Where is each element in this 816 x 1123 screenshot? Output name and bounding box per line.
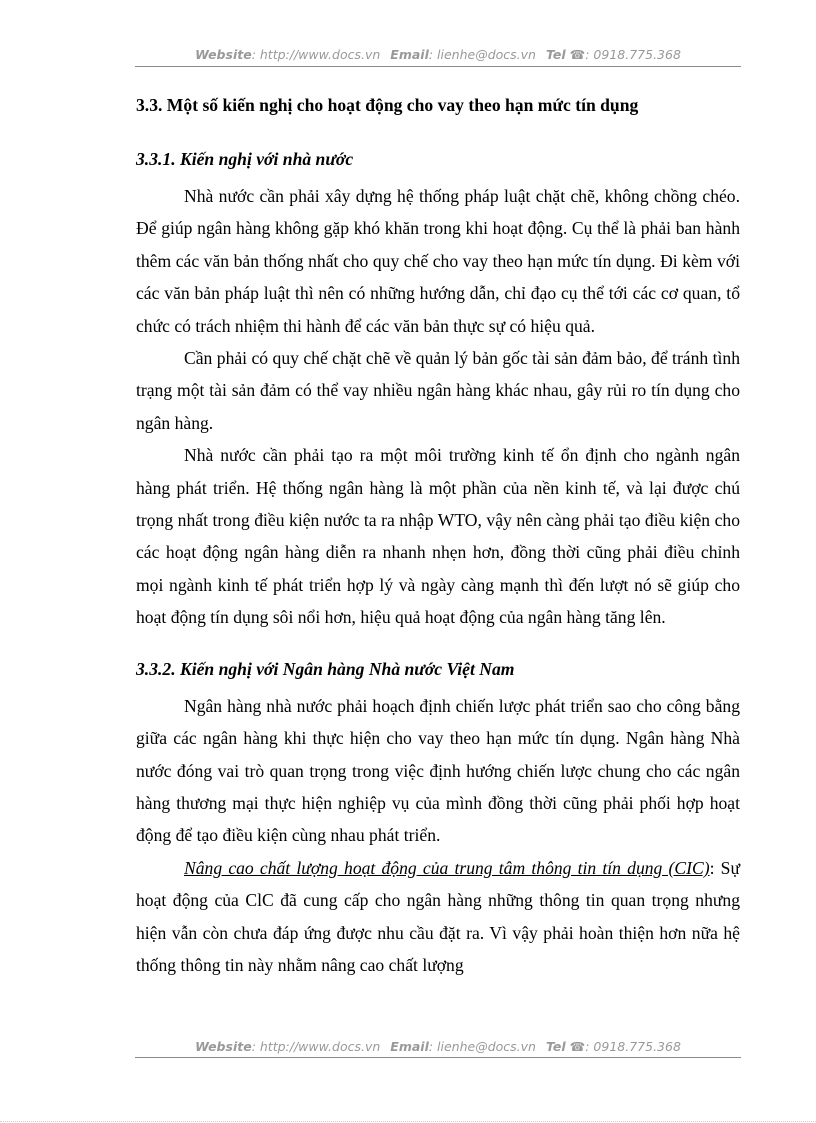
paragraph: Cần phải có quy chế chặt chẽ về quản lý bản gốc tài sản đảm bảo, để tránh tình trạng một tài sản đảm có thể vay nhiều ngân hàng khác nhau, gây rủi ro tín dụng cho ngân hàng.: [136, 348, 740, 433]
paragraph: Ngân hàng nhà nước phải hoạch định chiến lược phát triển sao cho công bằng giữa các ngân hàng khi thực hiện cho vay theo hạn mức tín dụng. Ngân hàng Nhà nước đóng vai trò quan trọng trong việc định hướng chiến lược chung cho các ngân hàng thương mại thực hiện nghiệp vụ của mình đồng thời cũng phải phối hợp hoạt động để tạo điều kiện cùng nhau phát triển.: [136, 695, 740, 846]
paragraph: Nhà nước cần phải xây dựng hệ thống pháp luật chặt chẽ, không chồng chéo. Để giúp ngân hàng không gặp khó khăn trong khi hoạt động. Cụ thể là phải ban hành thêm các văn bản thống nhất cho quy chế cho vay theo hạn mức tín dụng. Đi kèm với các văn bản pháp luật thì nên có những hướng dẫn, chỉ đạo cụ thể tới các cơ quan, tổ chức có trách nhiệm thi hành để các văn bản thực sự có hiệu quả.: [136, 186, 740, 336]
header-email-label: Email: [390, 47, 429, 62]
page-edge-dots: [0, 1121, 816, 1122]
footer-tel-value: : 0918.775.368: [585, 1039, 681, 1054]
header-rule: [135, 66, 741, 67]
paragraph-text: : Sự hoạt động của ClC đã cung cấp cho ngân hàng những thông tin quan trọng nhưng hiện vẫn còn chưa đáp ứng được nhu cầu đặt ra. Vì vậy phải hoàn thiện hơn nữa hệ thống thông tin này nhằm nâng cao chất lượng: [136, 857, 740, 975]
subsection-title-2: 3.3.2. Kiến nghị với Ngân hàng Nhà nước Việt Nam: [136, 658, 515, 679]
page-footer: [135, 1038, 741, 1056]
header-website-label: Website: [195, 47, 252, 62]
header-website-value: : http://www.docs.vn: [251, 47, 381, 62]
phone-icon: ☎: [569, 1039, 586, 1054]
phone-icon: ☎: [569, 47, 586, 62]
header-email-value: : lienhe@docs.vn: [428, 47, 536, 62]
paragraph: Nhà nước cần phải tạo ra một môi trường kinh tế ổn định cho ngành ngân hàng phát triển. Hệ thống ngân hàng là một phần của nền kinh tế, và lại được chú trọng nhất trong điều kiện nước ta ra nhập WTO, vậy nên càng phải tạo điều kiện cho các hoạt động ngân hàng diễn ra nhanh nhẹn hơn, đồng thời cũng phải điều chỉnh mọi ngành kinh tế phát triển hợp lý và ngày càng mạnh thì đến lượt nó sẽ giúp cho hoạt động tín dụng sôi nổi hơn, hiệu quả hoạt động của ngân hàng tăng lên.: [136, 445, 740, 628]
footer-email-label: Email: [390, 1039, 429, 1054]
footer-website-value: : http://www.docs.vn: [251, 1039, 381, 1054]
paragraph: [136, 852, 740, 982]
header-tel-value: : 0918.775.368: [585, 47, 681, 62]
footer-rule: [135, 1057, 741, 1058]
footer-email-value: : lienhe@docs.vn: [428, 1039, 536, 1054]
underlined-phrase: Nâng cao chất lượng hoạt động của trung tâm thông tin tín dụng (CIC): [184, 857, 710, 878]
page-body: [136, 84, 740, 981]
footer-website-label: Website: [195, 1039, 252, 1054]
header-tel-label: Tel: [545, 47, 566, 62]
footer-tel-label: Tel: [545, 1039, 566, 1054]
page-header: [135, 46, 741, 64]
section-title: 3.3. Một số kiến nghị cho hoạt động cho vay theo hạn mức tín dụng: [136, 95, 639, 115]
subsection-title-1: 3.3.1. Kiến nghị với nhà nước: [136, 149, 354, 169]
